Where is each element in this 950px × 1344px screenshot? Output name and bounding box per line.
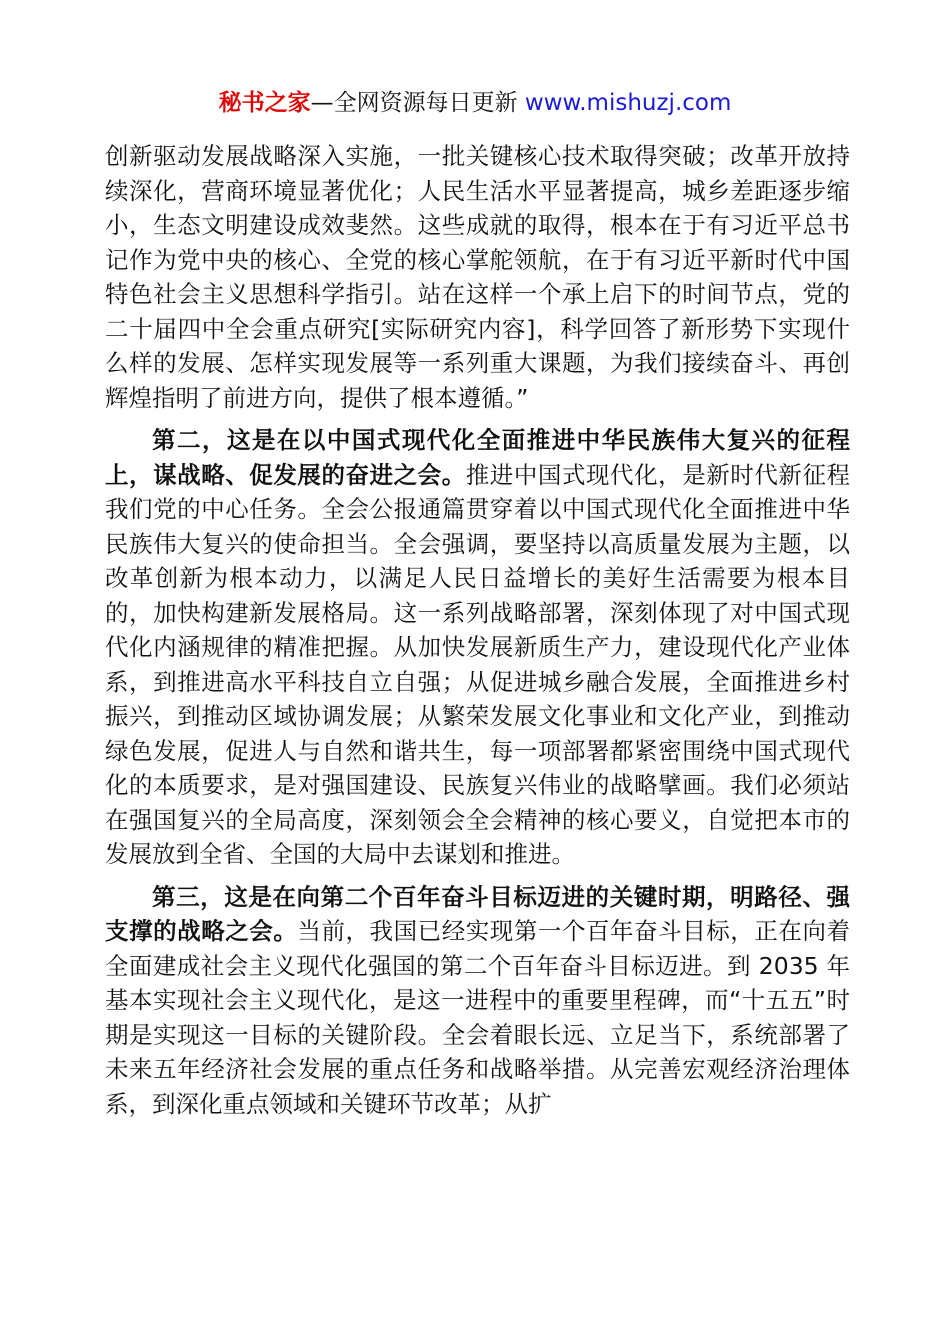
site-url-link[interactable]: www.mishuzj.com (517, 90, 732, 116)
paragraph-continued (105, 139, 850, 415)
site-name: 秘书之家 (218, 90, 311, 116)
paragraph-text: 推进中国式现代化，是新时代新征程我们党的中心任务。全会公报通篇贯穿着以中国式现代化全面推进中华民族伟大复兴的使命担当。全会强调，要坚持以高质量发展为主题，以改革创新为根本动力，以满足人民日益增长的美好生活需要为根本目的，加快构建新发展格局。这一系列战略部署，深刻体现了对中国式现代化内涵规律的精准把握。从加快发展新质生产力，建设现代化产业体系，到推进高水平科技自立自强；从促进城乡融合发展，全面推进乡村振兴，到推动区域协调发展；从繁荣发展文化事业和文化产业，到推动绿色发展，促进人与自然和谐共生，每一项部署都紧密围绕中国式现代化的本质要求，是对强国建设、民族复兴伟业的战略擘画。我们必须站在强国复兴的全局高度，深刻领会全会精神的核心要义，自觉把本市的发展放到全省、全国的大局中去谋划和推进。 (105, 460, 850, 868)
paragraph-text: 当前，我国已经实现第一个百年奋斗目标，正在向着全面建成社会主义现代化强国的第二个百年奋斗目标迈进。到 2035 年基本实现社会主义现代化，是这一进程中的重要里程碑，而“十五五”时期是实现这一目标的关键阶段。全会着眼长远、立足当下，系统部署了未来五年经济社会发展的重点任务和战略举措。从完善宏观经济治理体系，到深化重点领域和关键环节改革；从扩 (105, 917, 851, 1118)
paragraph-lead-heading: 第二，这是在以中国式现代化全面推进中华民族伟大复兴的征程上，谋战略、促发展的奋进之会。 (105, 426, 850, 489)
site-header (0, 86, 950, 120)
paragraph-text: 创新驱动发展战略深入实施，一批关键核心技术取得突破；改革开放持续深化，营商环境显著优化；人民生活水平显著提高，城乡差距逐步缩小，生态文明建设成效斐然。这些成就的取得，根本在于有习近平总书记作为党中央的核心、全党的核心掌舵领航，在于有习近平新时代中国特色社会主义思想科学指引。站在这样一个承上启下的时间节点，党的二十届四中全会重点研究[实际研究内容]，科学回答了新形势下实现什么样的发展、怎样实现发展等一系列重大课题，为我们接续奋斗、再创辉煌指明了前进方向，提供了根本遵循。” (105, 142, 850, 412)
paragraph-second-point (105, 423, 850, 872)
paragraph-third-point (105, 880, 850, 1122)
document-body (105, 139, 850, 1121)
site-tagline: —全网资源每日更新 (310, 90, 518, 116)
paragraph-lead-heading: 第三，这是在向第二个百年奋斗目标迈进的关键时期，明路径、强支撑的战略之会。 (105, 882, 850, 945)
